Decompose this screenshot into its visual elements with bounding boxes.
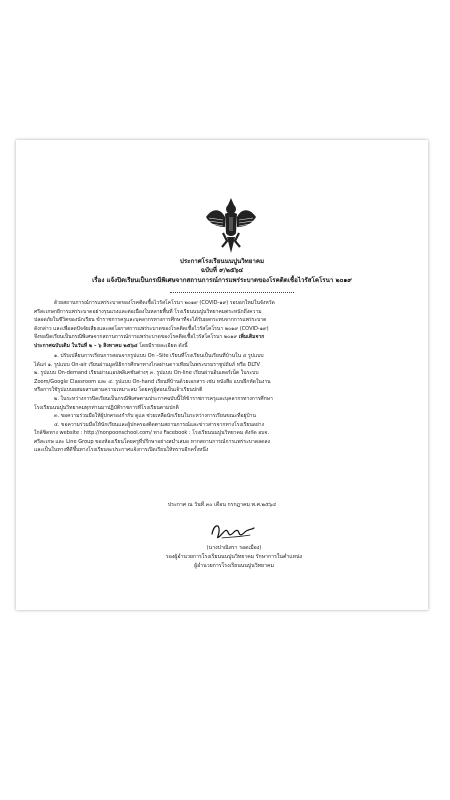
handwritten-signature <box>208 520 258 542</box>
announcement-date: ประกาศ ณ วันที่ ๓๐ เดือน กรกฎาคม พ.ศ.๒๕๖๔ <box>167 502 277 508</box>
item-1-line: Zoom/Google Classroom และ ๔. รูปแบบ On-hand เรียนที่บ้านด้วยเอกสาร เช่น หนังสือ แบบฝึกหัดในงาน <box>34 378 271 385</box>
item-2-line: โรงเรียนนนปูนวิทยาคมทุกท่านมาปฏิบัติราชการที่โรงเรียนตามปกติ <box>34 404 179 411</box>
body-line <box>34 342 422 351</box>
issue-number: ฉบับที่ ๙/๒๕๖๔ <box>200 267 244 274</box>
body-text: โดยมีรายละเอียด ดังนี้ <box>137 342 188 349</box>
item-4-line: และเป็นในทางที่ดีขึ้นทางโรงเรียนจะประกาศแจ้งการเปิดเรียนให้ทราบอีกครั้งหนึ่ง <box>34 447 209 454</box>
school-name: ประกาศโรงเรียนนนปูนวิทยาคม <box>179 258 265 265</box>
body-emphasis: ประกาศฉบับเดิม ในวันที่ ๒ – ๖ สิงหาคม ๒๕๖๔ <box>34 342 138 349</box>
body-line: ด้วยสถานการณ์การแพร่ระบาดของโรคติดเชื้อไวรัสโคโรนา ๒๐๑๙ (COVID-๑๙) รอบอกใหม่ในจังหวัด <box>54 300 275 306</box>
signer-title: ผู้อำนวยการโรงเรียนนนปูนวิทยาคม <box>194 563 274 569</box>
garuda-emblem-icon <box>203 197 259 255</box>
body-text: จึงขอปิดเรียนเป็นกรณีพิเศษจากสถานการณ์การแพร่ระบาดของโรคติดเชื้อไวรัสโคโรนา ๒๐๑๙ <box>34 334 239 341</box>
announcement-body <box>34 299 422 455</box>
body-emphasis: เพิ่มเติมจาก <box>238 334 265 341</box>
announcement-sheet <box>16 140 428 610</box>
item-4-line: ใกล้ชิดทาง website : http://nonpoonschool.com/ ทาง Facebook : โรงเรียนนนปูนวิทยาคม สังกัด อบจ. <box>34 430 270 437</box>
item-3-line: ๓. ขอความร่วมมือให้ผู้ปกครองกำกับ ดูแล ช่วยเหลือนักเรียนในระหว่างการเรียนขณะที่อยู่บ้าน <box>54 413 256 420</box>
item-2-line: ๒. ในระหว่างการปิดเรียนเป็นกรณีพิเศษตามประกาศฉบับนี้ให้ข้าราชการครูและบุคลากรทางการศึกษา <box>54 396 273 403</box>
item-1-line: ๒. รูปแบบ On-demand เรียนผ่านแอปพลิเคชันต่างๆ ๓. รูปแบบ On-line เรียนผ่านอินเตอร์เน็ต ในระบบ <box>34 370 259 377</box>
signer-title: รองผู้อำนวยการโรงเรียนนนปูนวิทยาคม รักษาการในตำแหน่ง <box>165 554 303 560</box>
item-1-line: ได้แก่ ๑. รูปแบบ On-air เรียนผ่านมูลนิธิการศึกษาทางไกลผ่านดาวเทียมในพระบรมราชูปถัมภ์ หรือ DLTV <box>34 361 260 368</box>
item-1-line: หรือการใช้รูปแบบผสมผสานตามความเหมาะสม โดยครูผู้สอนเป็นเจ้าเรียนปกติ <box>34 387 203 394</box>
signer-name: (นางปาณิสรา รอดเมือง) <box>206 545 262 551</box>
body-line <box>34 333 422 342</box>
item-4-line: ๔. ขอความร่วมมือให้นักเรียนและผู้ปกครองติดตามสถานการณ์และข่าวสารจากทางโรงเรียนอย่าง <box>54 421 265 428</box>
divider <box>170 292 294 293</box>
body-line: ศรีสะเกษกยีการแพร่ระบาดอย่างรุนแรงและต่อเนื่องในหลายพื้นที่ โรงเรียนนนปูนวิทยาคมตระหนักถึงความ <box>34 308 262 315</box>
item-4-line: ศรีสะเกษ และ Line Group ของห้องเรียนโดยครูที่ปรึกษาอย่างสม่ำเสมอ หากสถานการณ์การแพร่ระบาดลดลง <box>34 438 271 445</box>
announcement-subject: เรื่อง แจ้งปิดเรียนเป็นกรณีพิเศษจากสถานการณ์การแพร่ระบาดของโรคติดเชื้อไวรัสโคโรนา ๒๐๑๙ <box>92 277 352 284</box>
item-1-line: ๑. ปรับเปลี่ยนการเรียนการสอนจากรูปแบบ On –Site เรียนที่โรงเรียนเป็นเรียนที่บ้านใน ๔ รูปแบบ <box>54 353 264 360</box>
body-line: ดังกล่าว และเพื่อลดปัจจัยเสี่ยงและลดโอกาสการแพร่ระบาดของโรคติดเชื้อไวรัสโคโรนา ๒๐๑๙ (COVID-๑๙) <box>34 325 269 332</box>
body-line: ปลอดภัยในชีวิตของนักเรียน ข้าราชการครูและบุคลากรทางการศึกษาที่จะได้รับผลกระทบจากการแพร่ระบาด <box>34 317 267 324</box>
